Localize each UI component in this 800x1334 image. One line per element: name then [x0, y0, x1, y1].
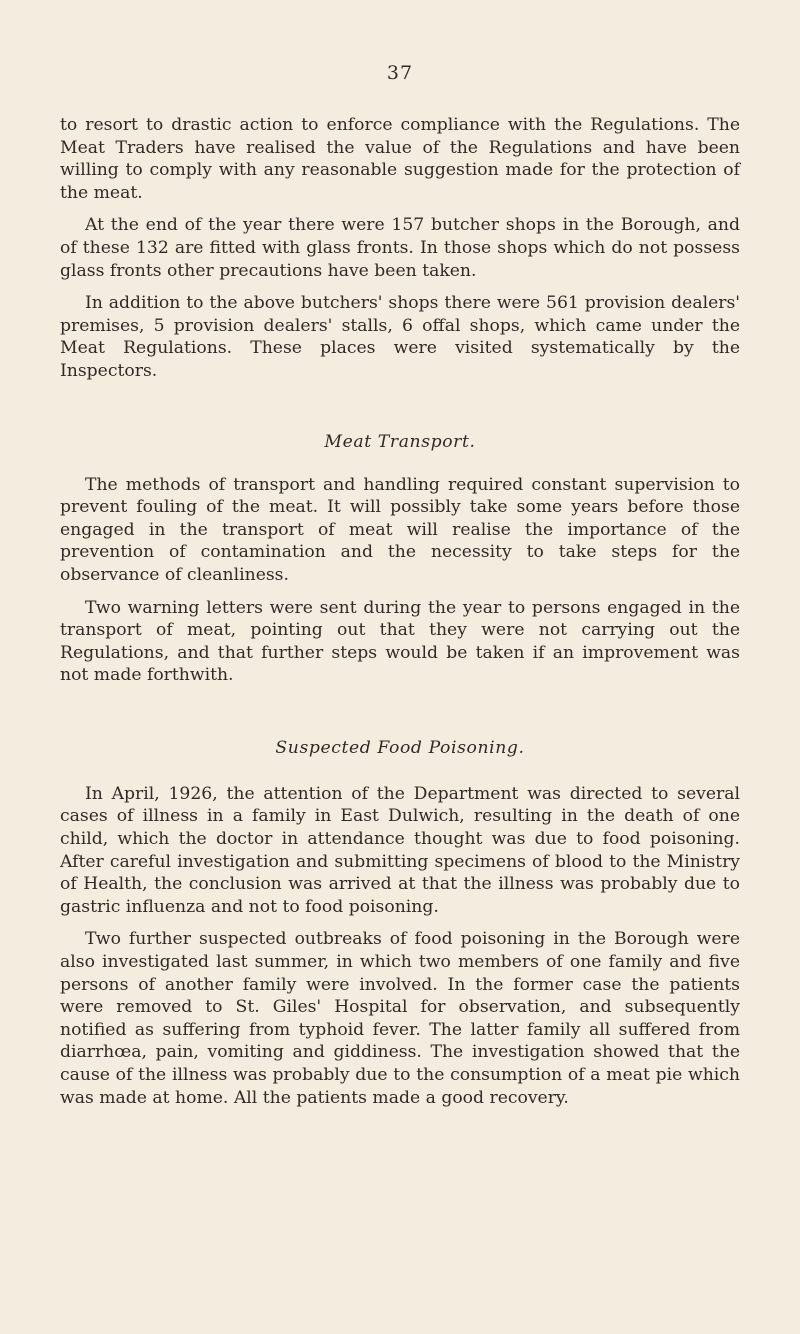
paragraph-regulations-compliance: to resort to drastic action to enforce compliance with the Regulations. The Meat Traders have realised the value of the Regulations and have been willing to comply with any reasonable suggestion made for the protection of the meat.	[60, 115, 740, 203]
heading-meat-transport: Meat Transport.	[324, 431, 476, 452]
paragraph-transport-methods: The methods of transport and handling required constant supervision to prevent fouling of the meat. It will possibly take some years before those engaged in the transport of meat will realise the importance of the prevention of contamination and the necessity to take steps for the observance of cleanliness.	[60, 474, 740, 585]
paragraph-further-outbreaks: Two further suspected outbreaks of food poisoning in the Borough were also investigated last summer, in which two members of one family and five persons of another family were involved. In the former case the patients were removed to St. Giles' Hospital for observation, and subsequently notified as suffering from typhoid fever. The latter family all suffered from diarrhœa, pain, vomiting and giddiness. The investigation showed that the cause of the illness was probably due to the consumption of a meat pie which was made at home. All the patients made a good recovery.	[60, 929, 740, 1108]
paragraph-warning-letters: Two warning letters were sent during the year to persons engaged in the transport of meat, pointing out that they were not carrying out the Regulations, and that further steps would be taken if an improvement was not made forthwith.	[60, 597, 740, 686]
paragraph-butcher-shops: At the end of the year there were 157 butcher shops in the Borough, and of these 132 are fitted with glass fronts. In those shops which do not possess glass fronts other precautions have been taken.	[60, 215, 740, 281]
document-body	[60, 114, 740, 1119]
paragraph-provision-dealers: In addition to the above butchers' shops there were 561 provision dealers' premises, 5 provision dealers' stalls, 6 offal shops, which came under the Meat Regulations. These places were visited systematically by the Inspectors.	[60, 293, 740, 381]
paragraph-east-dulwich-case: In April, 1926, the attention of the Department was directed to several cases of illness in a family in East Dulwich, resulting in the death of one child, which the doctor in attendance thought was due to food poisoning. After careful investigation and submitting specimens of blood to the Ministry of Health, the conclusion was arrived at that the illness was probably due to gastric influenza and not to food poisoning.	[60, 783, 740, 917]
heading-suspected-food-poisoning: Suspected Food Poisoning.	[275, 737, 525, 758]
page-number: 37	[386, 62, 414, 84]
